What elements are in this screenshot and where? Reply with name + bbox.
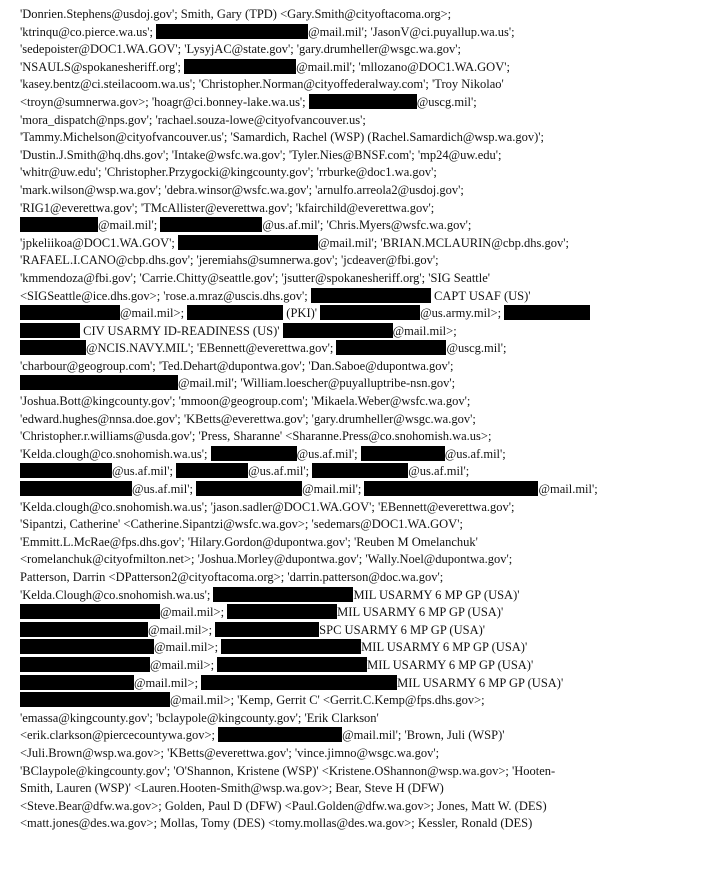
text-segment: @mail.mil>; [150, 657, 218, 672]
text-segment: 'charbour@geogroup.com'; 'Ted.Dehart@dupontwa.gov'; 'Dan.Saboe@dupontwa.gov'; [20, 358, 454, 373]
text-line [20, 340, 710, 358]
redaction-bar [160, 217, 262, 232]
text-line [20, 305, 710, 323]
text-line [20, 446, 710, 464]
redaction-bar [176, 463, 248, 478]
text-segment: @mail.mil>; [148, 622, 216, 637]
text-segment: @NCIS.NAVY.MIL'; 'EBennett@everettwa.gov'; [86, 341, 337, 356]
redaction-bar [178, 235, 318, 250]
text-line [20, 288, 710, 306]
text-segment: 'NSAULS@spokanesheriff.org'; [20, 59, 185, 74]
text-segment: 'kmmendoza@fbi.gov'; 'Carrie.Chitty@seattle.gov'; 'jsutter@spokanesheriff.org'; 'SIG Seattle' [20, 270, 491, 285]
text-segment: SPC USARMY 6 MP GP (USA)' [319, 622, 486, 637]
text-segment: 'edward.hughes@nnsa.doe.gov'; 'KBetts@everettwa.gov'; 'gary.drumheller@wsgc.wa.gov'; [20, 411, 476, 426]
redaction-bar [20, 340, 86, 355]
redaction-bar [361, 446, 445, 461]
text-line [20, 428, 710, 446]
text-line [20, 463, 710, 481]
text-line [20, 516, 710, 534]
text-segment: <Juli.Brown@wsp.wa.gov>; 'KBetts@everettwa.gov'; 'vince.jimno@wsgc.wa.gov'; [20, 745, 440, 760]
text-segment: 'Joshua.Bott@kingcounty.gov'; 'mmoon@geogroup.com'; 'Mikaela.Weber@wsfc.wa.gov'; [20, 394, 471, 409]
text-segment: 'Kelda.clough@co.snohomish.wa.us'; [20, 446, 211, 461]
redaction-bar [227, 604, 337, 619]
text-segment: 'kasey.bentz@ci.steilacoom.wa.us'; 'Christopher.Norman@cityoffederalway.com'; 'Troy Nikolao' [20, 77, 504, 92]
text-segment: (PKI)' [283, 306, 321, 321]
text-segment: MIL USARMY 6 MP GP (USA)' [367, 657, 534, 672]
text-line [20, 534, 710, 552]
text-line [20, 235, 710, 253]
redaction-bar [20, 639, 154, 654]
text-segment: @mail.mil'; 'William.loescher@puyalluptribe-nsn.gov'; [178, 376, 456, 391]
text-segment: @us.af.mil'; [444, 446, 506, 461]
text-line [20, 481, 710, 499]
text-segment: 'mark.wilson@wsp.wa.gov'; 'debra.winsor@wsfc.wa.gov'; 'arnulfo.arreola2@usdoj.gov'; [20, 182, 464, 197]
text-line [20, 112, 710, 130]
text-segment: 'Emmitt.L.McRae@fps.dhs.gov'; 'Hilary.Gordon@dupontwa.gov'; 'Reuben M Omelanchuk' [20, 534, 478, 549]
text-segment: @us.army.mil>; [420, 306, 505, 321]
redaction-bar [20, 305, 120, 320]
redaction-bar [187, 305, 283, 320]
text-segment: 'sedepoister@DOC1.WA.GOV'; 'LysyjAC@state.gov'; 'gary.drumheller@wsgc.wa.gov'; [20, 42, 461, 57]
text-segment: 'emassa@kingcounty.gov'; 'bclaypole@kingcounty.gov'; 'Erik Clarkson' [20, 710, 379, 725]
text-line [20, 41, 710, 59]
text-segment: 'Donrien.Stephens@usdoj.gov'; Smith, Gary (TPD) <Gary.Smith@cityoftacoma.org>; [20, 7, 452, 21]
text-segment: @us.af.mil'; [296, 446, 361, 461]
text-segment: MIL USARMY 6 MP GP (USA)' [337, 605, 504, 620]
redaction-bar [213, 587, 353, 602]
text-line [20, 129, 710, 147]
text-line [20, 815, 710, 833]
text-line [20, 569, 710, 587]
text-segment: 'BClaypole@kingcounty.gov'; 'O'Shannon, Kristene (WSP)' <Kristene.OShannon@wsp.wa.gov>; 'Hooten- [20, 763, 556, 778]
redaction-bar [20, 463, 112, 478]
text-line [20, 604, 710, 622]
text-line [20, 94, 710, 112]
redaction-bar [20, 375, 178, 390]
redaction-bar [309, 94, 417, 109]
text-segment: 'Tammy.Michelson@cityofvancouver.us'; 'Samardich, Rachel (WSP) (Rachel.Samardich@wsp.wa.gov)'; [20, 130, 544, 145]
text-segment: 'mora_dispatch@nps.gov'; 'rachael.souza-lowe@cityofvancouver.us'; [20, 112, 366, 127]
text-segment: @us.af.mil'; 'Chris.Myers@wsfc.wa.gov'; [262, 218, 472, 233]
text-line [20, 6, 710, 24]
text-segment: <erik.clarkson@piercecountywa.gov>; [20, 728, 219, 743]
text-line [20, 147, 710, 165]
redaction-bar [221, 639, 361, 654]
text-line [20, 639, 710, 657]
redaction-bar [320, 305, 420, 320]
text-line [20, 411, 710, 429]
text-segment: 'jpkeliikoa@DOC1.WA.GOV'; [20, 235, 179, 250]
text-line [20, 24, 710, 42]
text-segment: @us.af.mil'; [132, 482, 197, 497]
text-segment: <SIGSeattle@ice.dhs.gov>; 'rose.a.mraz@uscis.dhs.gov'; [20, 288, 311, 303]
text-segment: @mail.mil'; 'mllozano@DOC1.WA.GOV'; [296, 59, 510, 74]
text-segment: 'Dustin.J.Smith@hq.dhs.gov'; 'Intake@wsfc.wa.gov'; 'Tyler.Nies@BNSF.com'; 'mp24@uw.edu'; [20, 147, 502, 162]
text-line [20, 727, 710, 745]
text-segment: @mail.mil>; 'Kemp, Gerrit C' <Gerrit.C.Kemp@fps.dhs.gov>; [170, 693, 485, 708]
text-line [20, 217, 710, 235]
redaction-bar [20, 604, 160, 619]
text-line [20, 200, 710, 218]
text-line [20, 270, 710, 288]
redaction-bar [20, 675, 134, 690]
text-segment: 'ktrinqu@co.pierce.wa.us'; [20, 24, 157, 39]
text-line [20, 59, 710, 77]
text-segment: @mail.mil'; [98, 218, 161, 233]
text-segment: @mail.mil>; [154, 640, 222, 655]
text-segment: @uscg.mil'; [416, 94, 477, 109]
text-segment: MIL USARMY 6 MP GP (USA)' [397, 675, 564, 690]
text-segment: Smith, Lauren (WSP)' <Lauren.Hooten-Smith@wsp.wa.gov>; Bear, Steve H (DFW) [20, 781, 444, 796]
text-line [20, 252, 710, 270]
redaction-bar [20, 481, 132, 496]
text-segment: Patterson, Darrin <DPatterson2@cityoftacoma.org>; 'darrin.patterson@doc.wa.gov'; [20, 570, 444, 584]
redaction-bar [201, 675, 397, 690]
text-segment: CAPT USAF (US)' [430, 288, 531, 303]
text-segment: @us.af.mil'; [248, 464, 313, 479]
text-line [20, 164, 710, 182]
text-segment: @mail.mil'; [302, 482, 365, 497]
text-line [20, 745, 710, 763]
text-line [20, 375, 710, 393]
text-line [20, 657, 710, 675]
text-line [20, 358, 710, 376]
text-segment: 'RIG1@everettwa.gov'; 'TMcAllister@everettwa.gov'; 'kfairchild@everettwa.gov'; [20, 200, 435, 215]
text-segment: MIL USARMY 6 MP GP (USA)' [353, 587, 520, 602]
redaction-bar [217, 657, 367, 672]
redaction-bar [156, 24, 308, 39]
text-segment: 'Kelda.clough@co.snohomish.wa.us'; 'jason.sadler@DOC1.WA.GOV'; 'EBennett@everettwa.gov'; [20, 499, 515, 514]
text-line [20, 798, 710, 816]
text-segment: 'Christopher.r.williams@usda.gov'; 'Press, Sharanne' <Sharanne.Press@co.snohomish.wa.us>; [20, 429, 492, 444]
text-segment: @us.af.mil'; [408, 464, 470, 479]
text-segment: @mail.mil'; [538, 482, 598, 497]
text-segment: @mail.mil'; 'BRIAN.MCLAURIN@cbp.dhs.gov'; [318, 235, 569, 250]
text-line [20, 675, 710, 693]
redaction-bar [211, 446, 297, 461]
text-segment: @mail.mil>; [134, 675, 202, 690]
text-segment: @mail.mil'; 'JasonV@ci.puyallup.wa.us'; [308, 24, 515, 39]
text-segment: MIL USARMY 6 MP GP (USA)' [361, 640, 528, 655]
text-line [20, 182, 710, 200]
redaction-bar [364, 481, 538, 496]
redaction-bar [20, 622, 148, 637]
redaction-bar [20, 217, 98, 232]
text-segment: @mail.mil'; 'Brown, Juli (WSP)' [342, 728, 505, 743]
text-line [20, 710, 710, 728]
text-segment: 'whitr@uw.edu'; 'Christopher.Przygocki@kingcounty.gov'; 'rrburke@doc1.wa.gov'; [20, 165, 437, 180]
text-line [20, 587, 710, 605]
redaction-bar [283, 323, 393, 338]
redaction-bar [312, 463, 408, 478]
redaction-bar [196, 481, 302, 496]
text-line [20, 551, 710, 569]
redaction-bar [215, 622, 319, 637]
text-segment: 'Kelda.Clough@co.snohomish.wa.us'; [20, 587, 214, 602]
redaction-bar [20, 692, 170, 707]
text-segment: @mail.mil>; [120, 306, 188, 321]
redaction-bar [20, 657, 150, 672]
text-line [20, 499, 710, 517]
text-line [20, 393, 710, 411]
redaction-bar [311, 288, 431, 303]
text-line [20, 763, 710, 781]
text-line [20, 692, 710, 710]
text-segment: <romelanchuk@cityofmilton.net>; 'Joshua.Morley@dupontwa.gov'; 'Wally.Noel@dupontwa.gov'; [20, 552, 513, 567]
text-segment: 'RAFAEL.I.CANO@cbp.dhs.gov'; 'jeremiahs@sumnerwa.gov'; 'jcdeaver@fbi.gov'; [20, 253, 439, 268]
redaction-bar [218, 727, 342, 742]
text-segment: @mail.mil>; [160, 605, 228, 620]
text-segment: @us.af.mil'; [112, 464, 177, 479]
text-line [20, 780, 710, 798]
text-line [20, 622, 710, 640]
text-segment: <troyn@sumnerwa.gov>; 'hoagr@ci.bonney-lake.wa.us'; [20, 94, 309, 109]
text-line [20, 323, 710, 341]
text-segment: 'Sipantzi, Catherine' <Catherine.Sipantzi@wsfc.wa.gov>; 'sedemars@DOC1.WA.GOV'; [20, 517, 463, 532]
recipient-list [20, 6, 710, 833]
redaction-bar [20, 323, 80, 338]
text-segment: @uscg.mil'; [446, 341, 507, 356]
text-segment: @mail.mil>; [392, 323, 457, 338]
redaction-bar [336, 340, 446, 355]
redaction-bar [184, 59, 296, 74]
redaction-bar [504, 305, 590, 320]
text-segment: <matt.jones@des.wa.gov>; Mollas, Tomy (DES) <tomy.mollas@des.wa.gov>; Kessler, Ronald (DES) [20, 816, 533, 831]
text-segment: <Steve.Bear@dfw.wa.gov>; Golden, Paul D (DFW) <Paul.Golden@dfw.wa.gov>; Jones, Matt W. (DES) [20, 798, 547, 813]
text-segment: CIV USARMY ID-READINESS (US)' [80, 323, 283, 338]
text-line [20, 76, 710, 94]
